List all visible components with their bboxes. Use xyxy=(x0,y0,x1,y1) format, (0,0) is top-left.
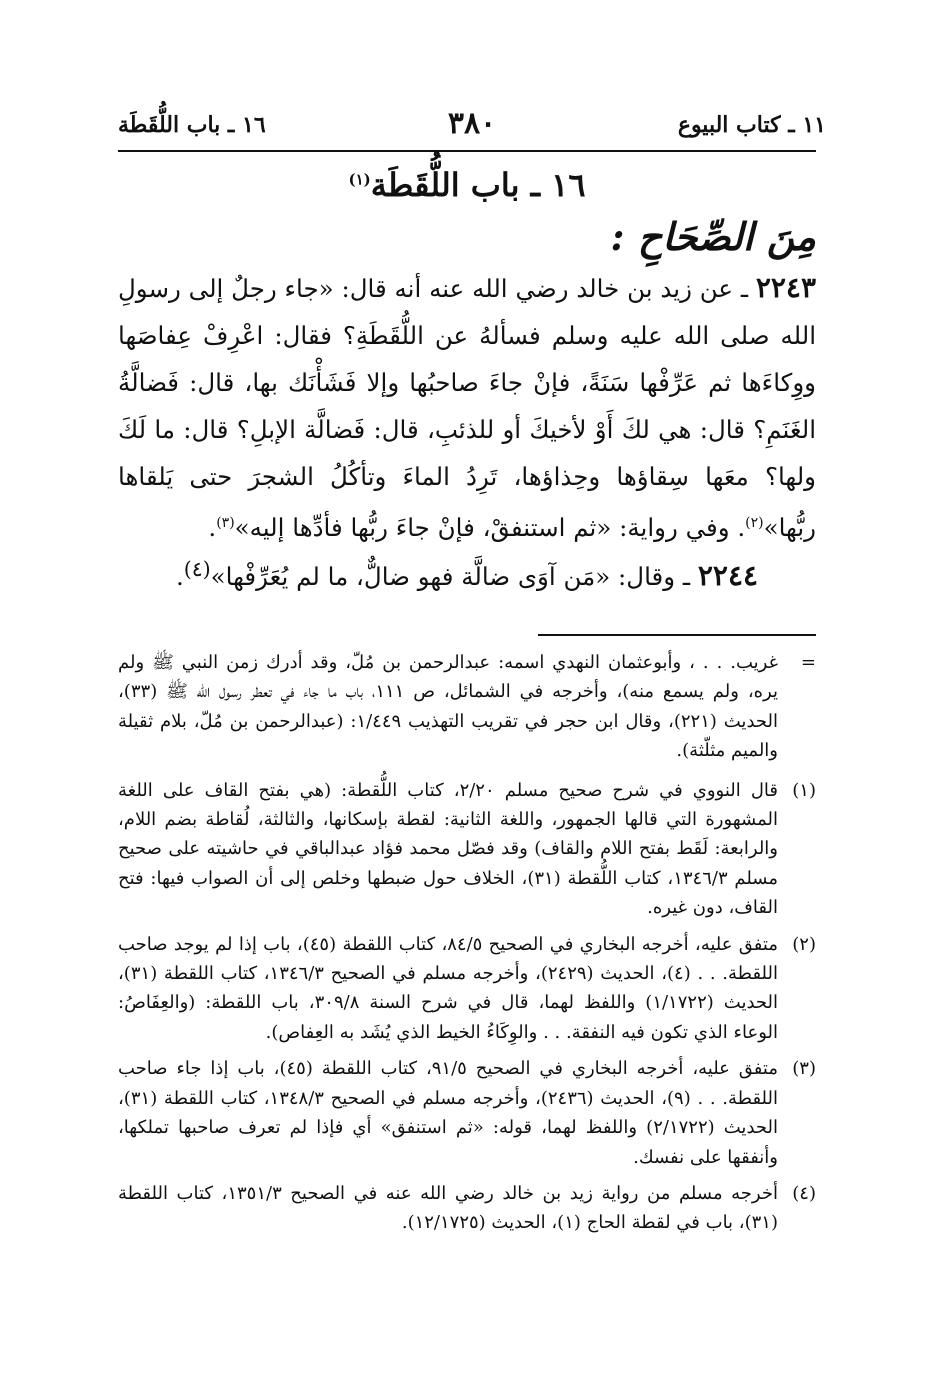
footnote-ref: (٣) xyxy=(216,515,235,531)
footnote-mark: = xyxy=(800,652,816,673)
footnote-text: أخرجه مسلم من رواية زيد بن خالد رضي الله عنه في الصحيح ١٣٥١/٣، كتاب اللقطة (٣١)، باب في لقطة الحاج (١)، الحديث (١٢/١٧٢٥). xyxy=(118,1182,778,1234)
footnote-mark: (٤) xyxy=(792,1182,816,1204)
footnote-mark: (١) xyxy=(792,779,816,801)
hadith-text: ـ عن زيد بن خالد رضي الله عنه أنه قال: «جاء رجلٌ إلى رسولِ الله صلى الله عليه وسلم فسألهُ عن اللُّقَطَةِ؟ فقال: اعْرِفْ عِفاصَها ووِكاءَها ثم عَرِّفْها سَنَةً، فإنْ جاءَ صاحبُها وإلا فَشَأْنَك بها، قال: فَضالَّةُ الغَنَمِ؟ قال: هي لكَ أَوْ لأخيكَ أو للذئبِ، قال: فَضالَّة الإبلِ؟ قال: ما لَكَ ولها؟ معَها سِقاؤها وحِذاؤها، تَرِدُ الماءَ وتأكُلُ الشجرَ حتى يَلقاها ربُّها» xyxy=(118,274,816,543)
chapter-title xyxy=(118,166,816,204)
footnote-text: متفق عليه، أخرجه البخاري في الصحيح ٨٤/٥، كتاب اللقطة (٤٥)، باب إذا لم يوجد صاحب اللقطة. . . (٤)، الحديث (٢٤٢٩)، وأخرجه مسلم في الصحيح ١٣٤٦/٣، كتاب اللقطة (٣١)، الحديث (١/١٧٢٢) واللفظ لهما، قال في شرح السنة ٣٠٩/٨، باب اللقطة: (والعِفَاصُ: الوعاء الذي تكون فيه النفقة. . . والوِكَاءُ الخيط الذي يُشَد به العِفاص). xyxy=(118,933,779,1043)
footnotes xyxy=(118,648,816,1245)
hadith-text-variant: . وفي رواية: «ثم استنفقْ، فإنْ جاءَ ربُّها فأدِّها إليه» xyxy=(234,513,746,543)
hadith-number: ٢٢٤٤ xyxy=(697,559,759,593)
chapter-title-text: ١٦ ـ باب اللُّقَطَة xyxy=(370,166,586,204)
footnote-text: متفق عليه، أخرجه البخاري في الصحيح ٩١/٥، كتاب اللقطة (٤٥)، باب إذا جاء صاحب اللقطة. . . (٩)، الحديث (٢٤٣٦)، وأخرجه مسلم في الصحيح ١٣٤٨/٣، كتاب اللقطة (٣١)، الحديث (٢/١٧٢٢) واللفظ لهما، قوله: «ثم استنفق» أي فإذا لم تعرف صاحبها تملكها، وأنفقها على نفسك. xyxy=(118,1058,778,1168)
hadith-text: ـ وقال: «مَن آوَى ضالَّة فهو ضالٌّ، ما لم يُعَرِّفْها» xyxy=(210,562,691,592)
hadith-end: . xyxy=(208,513,217,543)
footnote-mark: (٢) xyxy=(792,933,816,955)
footnote-ref: (٤) xyxy=(183,557,211,581)
running-header xyxy=(118,106,826,148)
footnote-item xyxy=(118,776,816,923)
footnote-text: غريب. . . ، وأبوعثمان النهدي اسمه: عبدالرحمن بن مُلّ، وقد أدرك زمن النبي ﷺ ولم يره، ولم يسمع منه)، وأخرجه في الشمائل، ص ١١١، باب ما جاء في تعطر رسول الله ﷺ (٣٣)، الحديث (٢٢١)، وقال ابن حجر في تقريب التهذيب ١/٤٤٩: (عبدالرحمن بن مُلّ، بلام ثقيلة والميم مثلّثة). xyxy=(118,652,778,762)
section-heading: مِنَ الصِّحَاحِ : xyxy=(610,214,816,259)
footnote-ref: (٢) xyxy=(745,515,764,531)
hadith-number: ٢٢٤٣ xyxy=(755,271,816,304)
hadith-2243 xyxy=(118,264,816,551)
page-number: ٣٨٠ xyxy=(447,106,497,141)
footnote-ref: (١) xyxy=(348,170,371,189)
footnote-mark: (٣) xyxy=(792,1058,816,1080)
hadith-end: . xyxy=(175,562,184,592)
header-book-title: ١١ ـ كتاب البيوع xyxy=(677,112,826,138)
footnote-item xyxy=(118,930,816,1048)
footnote-continuation xyxy=(118,648,816,766)
header-chapter-title: ١٦ ـ باب اللُّقَطَة xyxy=(118,112,266,138)
footnote-item xyxy=(118,1054,816,1172)
footnote-text: قال النووي في شرح صحيح مسلم ٢/٢٠، كتاب اللُّقطة: (هي بفتح القاف على اللغة المشهورة التي قالها الجمهور، واللغة الثانية: لقطة بإسكانها، والثالثة، لُقاطة بضم اللام، والرابعة: لَقَط بفتح اللام والقاف) وقد فصّل محمد فؤاد عبدالباقي في حاشيته على صحيح مسلم ١٣٤٦/٣، كتاب اللُّقطة (٣١)، الخلاف حول ضبطها وخلص إلى أن الصواب فيها: فتح القاف، دون غيره. xyxy=(118,779,779,919)
footnote-item xyxy=(118,1179,816,1238)
hadith-2244 xyxy=(118,557,816,592)
footnote-divider xyxy=(538,634,816,636)
header-divider xyxy=(118,150,816,152)
